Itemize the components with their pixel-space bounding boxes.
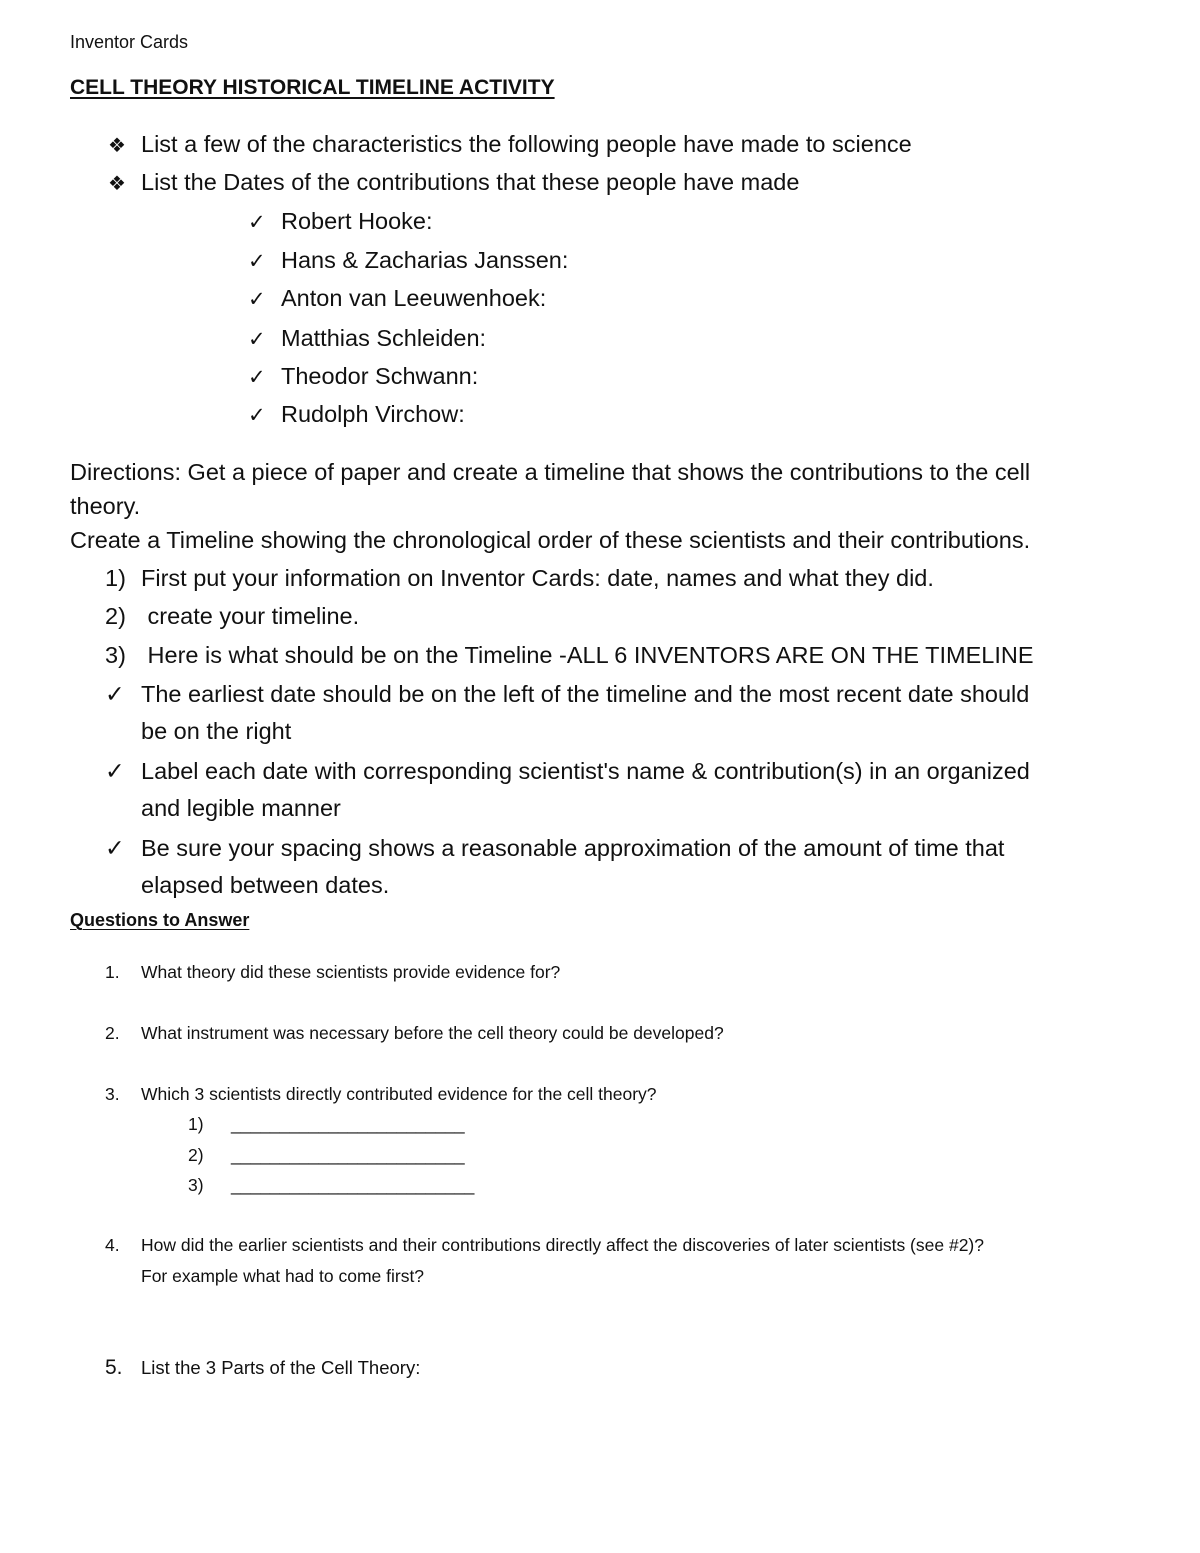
- checkmark-icon: ✓: [248, 366, 266, 389]
- requirement-item: [105, 757, 1030, 785]
- requirement-text: Label each date with corresponding scientist's name & contribution(s) in an organized: [141, 758, 1030, 784]
- requirement-item: [105, 680, 1029, 708]
- question-text: What instrument was necessary before the cell theory could be developed?: [141, 1023, 724, 1043]
- question-number: 1.: [105, 962, 120, 982]
- answer-blank[interactable]: [188, 1114, 465, 1135]
- requirement-text: Be sure your spacing shows a reasonable approximation of the amount of time that: [141, 835, 1005, 861]
- questions-heading: Questions to Answer: [70, 910, 250, 930]
- checkmark-icon: ✓: [248, 404, 266, 427]
- checkmark-icon: ✓: [105, 758, 125, 784]
- directions-text: theory.: [70, 493, 141, 519]
- scientist-name: Matthias Schleiden:: [281, 325, 487, 351]
- checkmark-icon: ✓: [105, 835, 125, 861]
- step-text: First put your information on Inventor Cards: date, names and what they did.: [141, 565, 934, 591]
- question-item: [105, 1084, 657, 1105]
- question-text: What theory did these scientists provide evidence for?: [141, 962, 561, 982]
- question-text: List the 3 Parts of the Cell Theory:: [141, 1357, 421, 1378]
- scientist-name: Rudolph Virchow:: [281, 401, 465, 427]
- bullet-item: [108, 131, 912, 158]
- question-text: How did the earlier scientists and their contributions directly affect the discoveries of later scientists (see #2)?: [141, 1235, 984, 1255]
- question-item: [105, 962, 560, 983]
- blank-line: _________________________: [231, 1175, 475, 1195]
- checkmark-icon: ✓: [248, 250, 266, 273]
- scientist-item: [248, 401, 465, 428]
- answer-blank[interactable]: [188, 1145, 465, 1166]
- requirement-text: The earliest date should be on the left of the timeline and the most recent date should: [141, 681, 1030, 707]
- checkmark-icon: ✓: [248, 328, 266, 351]
- question-number: 4.: [105, 1235, 120, 1255]
- bullet-item: [108, 169, 799, 196]
- diamond-bullet-icon: ❖: [108, 173, 126, 195]
- directions-text: Create a Timeline showing the chronological order of these scientists and their contributions.: [70, 527, 1031, 553]
- scientist-name: Hans & Zacharias Janssen:: [281, 247, 569, 273]
- blank-number: 2): [188, 1145, 204, 1165]
- checkmark-icon: ✓: [248, 211, 266, 234]
- scientist-item: [248, 247, 568, 274]
- step-number: 1): [105, 565, 126, 591]
- checkmark-icon: ✓: [248, 288, 266, 311]
- question-number: 2.: [105, 1023, 120, 1043]
- checkmark-icon: ✓: [105, 681, 125, 707]
- scientist-name: Theodor Schwann:: [281, 363, 479, 389]
- step-item: [105, 565, 934, 592]
- scientist-item: [248, 285, 546, 312]
- scientist-name: Anton van Leeuwenhoek:: [281, 285, 547, 311]
- page-header: Inventor Cards: [70, 32, 189, 52]
- requirement-text-continued: elapsed between dates.: [141, 872, 390, 898]
- question-text: Which 3 scientists directly contributed evidence for the cell theory?: [141, 1084, 657, 1104]
- step-item: [105, 603, 359, 630]
- scientist-item: [248, 325, 486, 352]
- blank-number: 1): [188, 1114, 204, 1134]
- bullet-text: List a few of the characteristics the following people have made to science: [141, 131, 912, 157]
- bullet-text: List the Dates of the contributions that these people have made: [141, 169, 800, 195]
- question-item: [105, 1023, 724, 1044]
- step-text: Here is what should be on the Timeline -ALL 6 INVENTORS ARE ON THE TIMELINE: [141, 642, 1034, 668]
- scientist-item: [248, 208, 433, 235]
- question-item: [105, 1235, 984, 1256]
- question-number: 3.: [105, 1084, 120, 1104]
- step-number: 2): [105, 603, 126, 629]
- blank-line: ________________________: [231, 1114, 465, 1134]
- blank-line: ________________________: [231, 1145, 465, 1165]
- scientist-item: [248, 363, 478, 390]
- step-number: 3): [105, 642, 126, 668]
- requirement-item: [105, 834, 1004, 862]
- question-text-continued: For example what had to come first?: [141, 1266, 425, 1286]
- question-number: 5.: [105, 1356, 123, 1379]
- question-item: [105, 1356, 420, 1380]
- requirement-text-continued: be on the right: [141, 718, 292, 744]
- blank-number: 3): [188, 1175, 204, 1195]
- answer-blank[interactable]: [188, 1175, 474, 1196]
- directions-text: Directions: Get a piece of paper and create a timeline that shows the contributions to the cell: [70, 459, 1031, 485]
- diamond-bullet-icon: ❖: [108, 135, 126, 157]
- page-title: CELL THEORY HISTORICAL TIMELINE ACTIVITY: [70, 76, 555, 99]
- scientist-name: Robert Hooke:: [281, 208, 433, 234]
- requirement-text-continued: and legible manner: [141, 795, 341, 821]
- step-item: [105, 642, 1034, 669]
- step-text: create your timeline.: [141, 603, 360, 629]
